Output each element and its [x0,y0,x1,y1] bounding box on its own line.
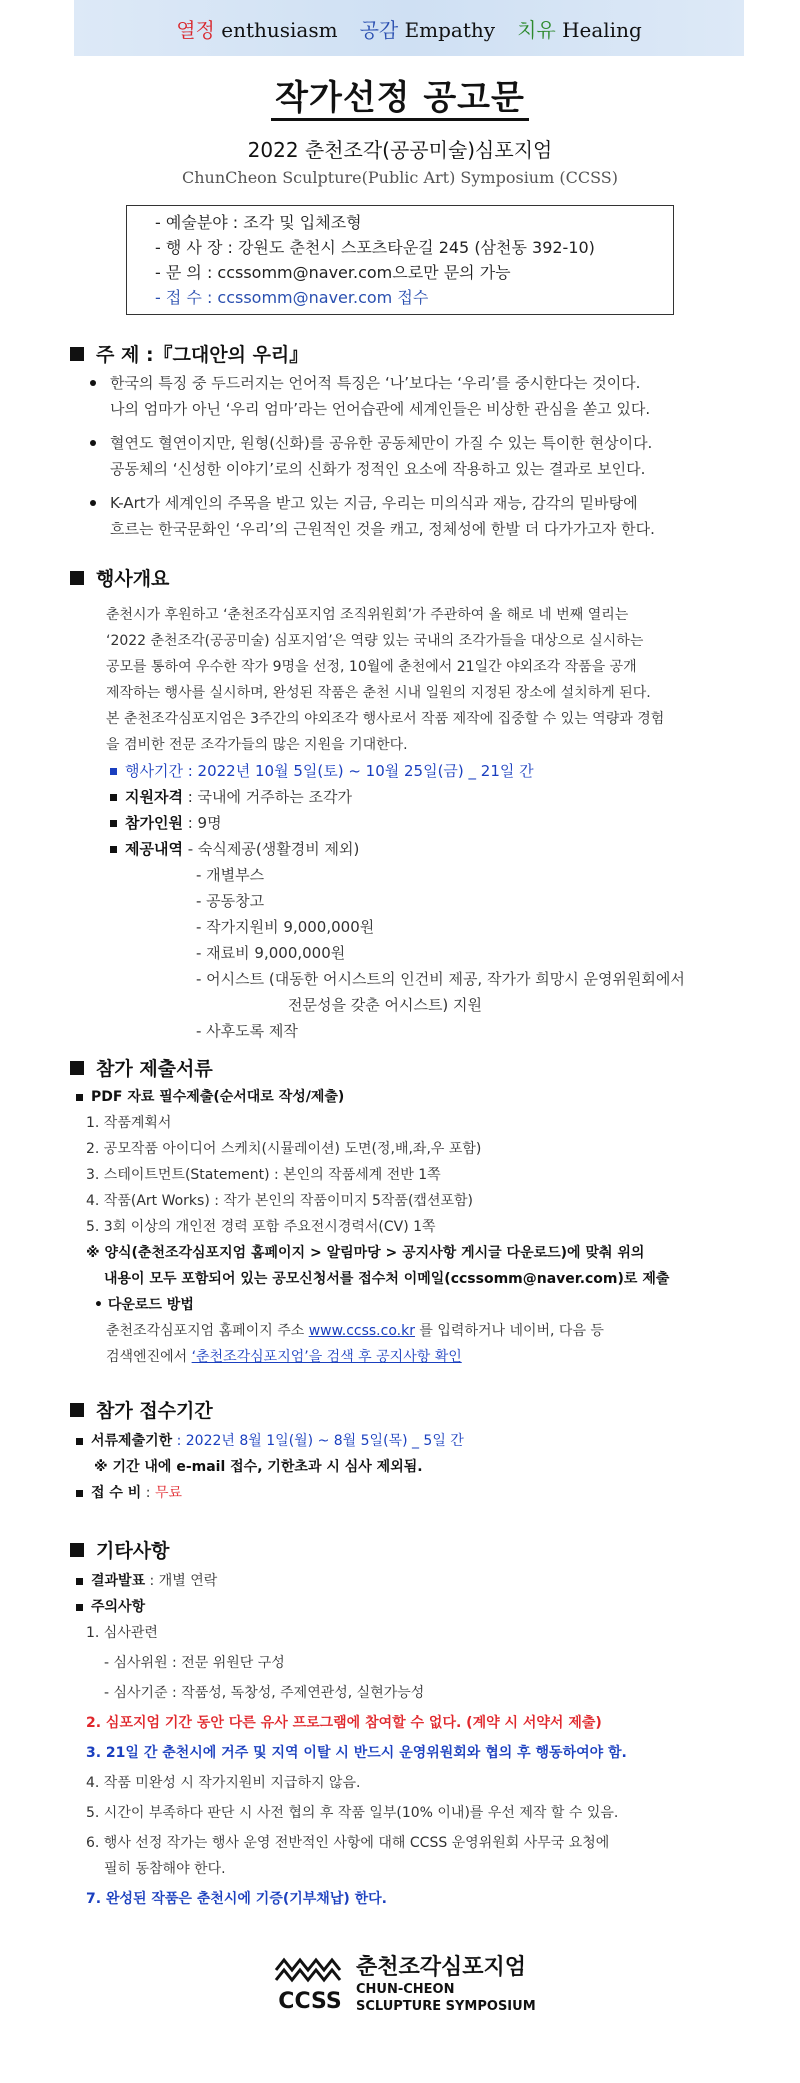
ccss-logo [272,1948,536,2018]
header-banner [74,0,744,56]
banner-item-3: 치유 Healing [517,17,642,42]
square-bullet-icon [70,571,84,585]
theme-bullets [88,370,748,550]
qualification: 지원자격 : 국내에 거주하는 조각가 [110,786,352,807]
participants: 참가인원 : 9명 [110,812,222,833]
banner-item-2: 공감 Empathy [359,17,496,42]
caution-item: 3. 21일 간 춘천시에 거주 및 지역 이탈 시 반드시 운영위원회와 협의 후 행동하여야 함. [86,1745,627,1761]
doc-item: 5. 3회 이상의 개인전 경력 포함 주요전시경력서(CV) 1쪽 [86,1219,436,1235]
logo-korean-name: 춘천조각심포지엄 [356,1955,527,1980]
square-bullet-icon [110,846,117,853]
doc-item: 4. 작품(Art Works) : 작가 본인의 작품이미지 5작품(캡션포함) [86,1193,473,1209]
download-heading: • 다운로드 방법 [94,1297,194,1313]
list-item: K-Art가 세계인의 주목을 받고 있는 지금, 우리는 미의식과 재능, 감각의 밑바탕에 흐르는 한국문화인 ‘우리’의 근원적인 것을 캐고, 정체성에 한발 더 다가가고자 한다. [88,490,748,550]
result-announcement: 결과발표 : 개별 연락 [76,1570,217,1590]
bullet-icon [90,380,96,386]
square-bullet-icon [70,1403,84,1417]
square-bullet-icon [76,1490,83,1497]
overview-paragraph: 춘천시가 후원하고 ‘춘천조각심포지엄 조직위원회’가 주관하여 올 해로 네 번째 열리는 ‘2022 춘천조각(공공미술) 심포지엄’은 역량 있는 국내의 조각가들을 대상으로 실시하는 공모를 통하여 우수한 작가 9명을 선정, 10월에 춘천에서 21일간 야외조각 작품을 공개 제작하는 행사를 실시하며, 완성된 작품은 춘천 시내 일원의 지정된 장소에 설치하게 된다. 본 춘천조각심포지엄은 3주간의 야외조각 행사로서 작품 제작에 집중할 수 있는 역량과 경험 을 겸비한 전문 조각가들의 많은 지원을 기대한다. [106,607,665,753]
pdf-requirement: PDF 자료 필수제출(순서대로 작성/제출) [76,1086,344,1106]
form-note-cont: 내용이 모두 포함되어 있는 공모신청서를 접수처 이메일(ccssomm@naver.com)로 제출 [104,1271,670,1287]
caution-heading: 주의사항 [76,1596,145,1616]
docs-heading: 참가 제출서류 [70,1054,213,1081]
provision-item: - 공동창고 [196,892,265,910]
page-subtitle-english: ChunCheon Sculpture(Public Art) Symposium (CCSS) [182,168,618,187]
square-bullet-icon [70,1543,84,1557]
banner-item-1: 열정 enthusiasm [176,17,338,42]
doc-item: 2. 공모작품 아이디어 스케치(시뮬레이션) 도면(정,배,좌,우 포함) [86,1141,482,1157]
deadline-note: ※ 기간 내에 e-mail 접수, 기한초과 시 심사 제외됨. [94,1459,423,1475]
theme-heading: 주 제 :『그대안의 우리』 [70,340,308,367]
caution-item: 1. 심사관련 [86,1625,158,1641]
fee: 접 수 비 : 무료 [76,1482,182,1502]
caution-item: 6. 행사 선정 작가는 행사 운영 전반적인 사항에 대해 CCSS 운영위원회 사무국 요청에 [86,1835,610,1851]
caution-item: 4. 작품 미완성 시 작가지원비 지급하지 않음. [86,1775,361,1791]
info-box [126,205,674,315]
doc-item: 1. 작품계획서 [86,1115,172,1131]
info-submit: - 접 수 : ccssomm@naver.com 접수 [155,288,429,307]
etc-heading: 기타사항 [70,1536,169,1563]
square-bullet-icon [76,1578,83,1585]
info-venue: - 행 사 장 : 강원도 춘천시 스포츠타운길 245 (삼천동 392-10) [155,238,595,257]
square-bullet-icon [110,794,117,801]
logo-english-line-2: SCLUPTURE SYMPOSIUM [356,1999,536,2014]
provisions: 제공내역 - 숙식제공(생활경비 제외) [110,838,359,859]
provision-item: - 개별부스 [196,866,265,884]
caution-item: - 심사기준 : 작품성, 독창성, 주제연관성, 실현가능성 [104,1685,425,1701]
search-notice-link[interactable]: ‘춘천조각심포지엄’을 검색 후 공지사항 확인 [191,1349,462,1365]
caution-item: 5. 시간이 부족하다 판단 시 사전 협의 후 작품 일부(10% 이내)를 우선 제작 할 수 있음. [86,1805,619,1821]
form-note: ※ 양식(춘천조각심포지엄 홈페이지 > 알림마당 > 공지사항 게시글 다운로드)에 맞춰 위의 [86,1245,645,1261]
square-bullet-icon [110,768,117,775]
square-bullet-icon [70,347,84,361]
provision-item: - 재료비 9,000,000원 [196,944,346,962]
page-subtitle: 2022 춘천조각(공공미술)심포지엄 [247,138,553,162]
provision-item: - 어시스트 (대동한 어시스트의 인건비 제공, 작가가 희망시 운영위원회에서 [196,970,685,988]
list-item: 혈연도 혈연이지만, 원형(신화)를 공유한 공동체만이 가질 수 있는 특이한 현상이다. 공동체의 ‘신성한 이야기’로의 신화가 정적인 요소에 작용하고 있는 결과로 보인다. [88,430,748,490]
caution-item-cont: 필히 동참해야 한다. [104,1861,226,1877]
square-bullet-icon [70,1061,84,1075]
provision-item: - 사후도록 제작 [196,1022,298,1040]
svg-text:CCSS: CCSS [278,1989,342,2014]
bullet-icon [90,500,96,506]
info-field: - 예술분야 : 조각 및 입체조형 [155,213,362,232]
caution-item: 7. 완성된 작품은 춘천시에 기증(기부채납) 한다. [86,1891,387,1907]
caution-item: 2. 심포지엄 기간 동안 다른 유사 프로그램에 참여할 수 없다. (계약 시 서약서 제출) [86,1715,602,1731]
square-bullet-icon [76,1604,83,1611]
page-title: 작가선정 공고문 [0,70,800,119]
square-bullet-icon [76,1438,83,1445]
bullet-icon [90,440,96,446]
download-line-1: 춘천조각심포지엄 홈페이지 주소 www.ccss.co.kr 를 입력하거나 네이버, 다음 등 [106,1323,604,1339]
doc-item: 3. 스테이트먼트(Statement) : 본인의 작품세계 전반 1쪽 [86,1167,441,1183]
square-bullet-icon [110,820,117,827]
info-contact: - 문 의 : ccssomm@naver.com으로만 문의 가능 [155,263,511,282]
period-heading: 참가 접수기간 [70,1396,213,1423]
square-bullet-icon [76,1094,83,1101]
provision-item: - 작가지원비 9,000,000원 [196,918,375,936]
logo-english-line-1: CHUN-CHEON [356,1982,455,1997]
list-item: 한국의 특징 중 두드러지는 언어적 특징은 ‘나’보다는 ‘우리’를 중시한다는 것이다. 나의 엄마가 아닌 ‘우리 엄마’라는 언어습관에 세계인들은 비상한 관심을 쏟고 있다. [88,370,748,430]
download-line-2: 검색엔진에서 ‘춘천조각심포지엄’을 검색 후 공지사항 확인 [106,1349,462,1365]
homepage-link[interactable]: www.ccss.co.kr [308,1323,415,1339]
event-period: 행사기간 : 2022년 10월 5일(토) ~ 10월 25일(금) _ 21일 간 [110,760,534,781]
ccss-logo-mark-icon [272,1948,348,2018]
provision-item-cont: 전문성을 갖춘 어시스트) 지원 [288,996,483,1014]
caution-item: - 심사위원 : 전문 위원단 구성 [104,1655,285,1671]
doc-deadline: 서류제출기한 : 2022년 8월 1일(월) ~ 8월 5일(목) _ 5일 간 [76,1430,464,1450]
overview-heading: 행사개요 [70,564,169,591]
